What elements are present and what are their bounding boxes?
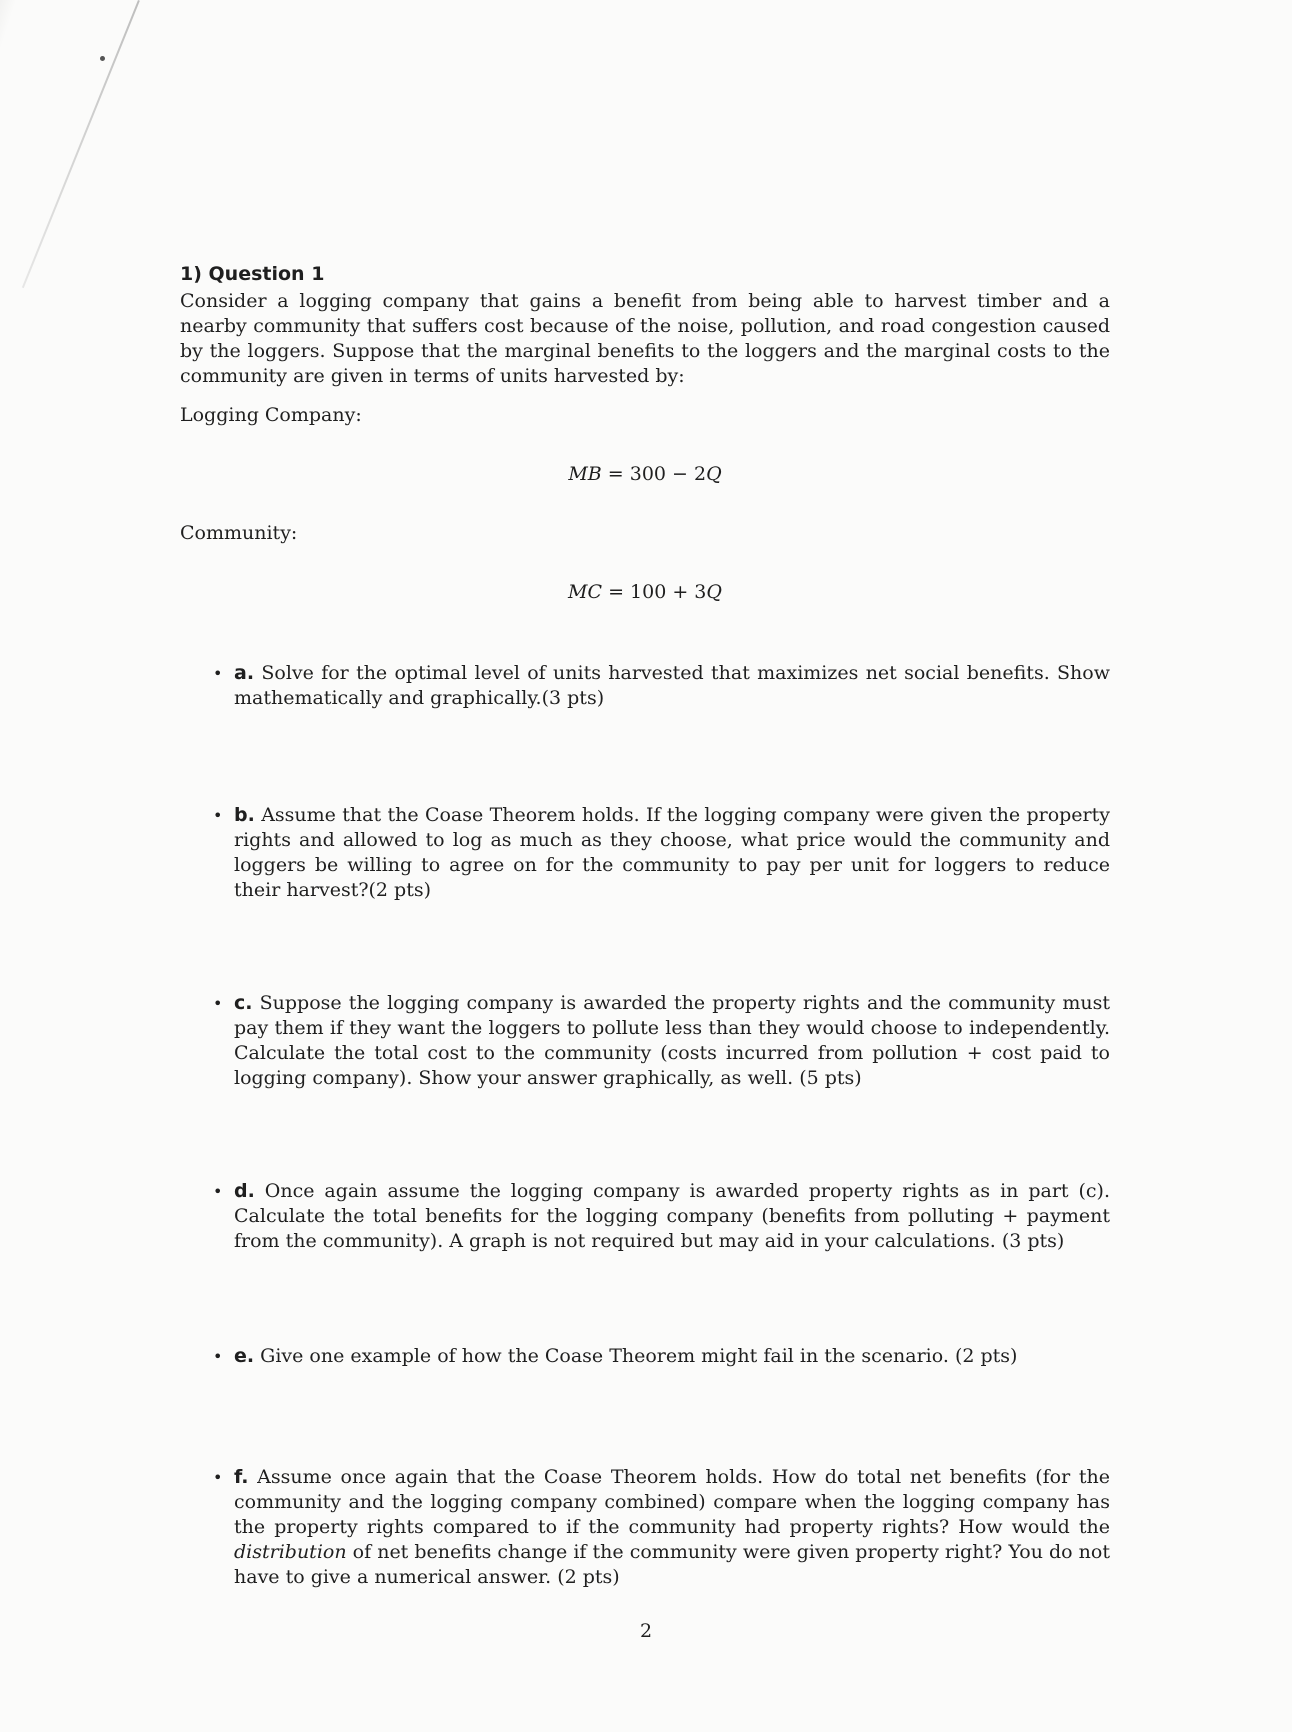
logging-company-label: Logging Company: [180, 404, 362, 426]
part-text: Once again assume the logging company is awarded property rights as in part (c). Calculate the total benefits for the logging company (benefits from polluting + payment from the community). A graph is not required but may aid in your calculations. (3 pts) [234, 1180, 1110, 1252]
question-content [180, 262, 1110, 1590]
part-f [180, 1465, 1110, 1590]
bullet-icon: • [213, 1347, 223, 1366]
equation-mb-equals: = [601, 463, 630, 485]
question-number: 1) [180, 263, 202, 285]
question-heading [180, 262, 1110, 287]
page-number: 2 [639, 1620, 653, 1642]
part-text: Solve for the optimal level of units harvested that maximizes net social benefits. Show mathematically and graphically.(3 pts) [234, 662, 1110, 709]
bullet-icon: • [213, 664, 223, 683]
part-c [180, 991, 1110, 1091]
part-text: Suppose the logging company is awarded the property rights and the community must pay them if they want the loggers to pollute less than they would choose to independently. Calculate the total cost to the community (costs incurred from pollution + cost paid to logging company). Show your answer graphically, as well. (5 pts) [234, 992, 1110, 1089]
part-letter: f. [234, 1466, 249, 1488]
part-letter: c. [234, 992, 253, 1014]
punch-mark [100, 56, 105, 61]
question-parts [180, 661, 1110, 1590]
part-text-before: Assume once again that the Coase Theorem holds. How do total net benefits (for the community and the logging company combined) compare when the logging company has the property rights compared to if the community had property rights? How would the [234, 1466, 1110, 1538]
part-text: Assume that the Coase Theorem holds. If the logging company were given the property rights and allowed to log as much as they choose, what price would the community and loggers be willing to agree on for the community to pay per unit for loggers to reduce their harvest?(2 pts) [234, 804, 1110, 901]
equation-mb-lhs: MB [568, 463, 602, 485]
part-text: Give one example of how the Coase Theorem might fail in the scenario. (2 pts) [260, 1345, 1018, 1367]
equation-mb-rhs: 300 − 2 [629, 463, 707, 485]
bullet-icon: • [213, 1468, 223, 1487]
equation-mc-equals: = [602, 581, 631, 603]
bullet-icon: • [213, 994, 223, 1013]
bullet-icon: • [213, 806, 223, 825]
part-text-after: of net benefits change if the community were given property right? You do not have to give a numerical answer. (2 pts) [234, 1541, 1110, 1588]
part-d [180, 1179, 1110, 1254]
equation-mc-lhs: MC [568, 581, 603, 603]
part-b [180, 803, 1110, 903]
part-e [180, 1344, 1110, 1369]
part-letter: e. [234, 1345, 255, 1367]
equation-mb-variable: Q [706, 463, 722, 485]
part-a [180, 661, 1110, 711]
community-label: Community: [180, 522, 298, 544]
page-edge-shadow [0, 0, 17, 341]
part-letter: b. [234, 804, 255, 826]
equation-mb [180, 462, 1110, 487]
question-intro: Consider a logging company that gains a benefit from being able to harvest timber and a nearby community that suffers cost because of the noise, pollution, and road congestion caused by the loggers. Suppose that the marginal benefits to the loggers and the marginal costs to the community are given in terms of units harvested by: [180, 290, 1110, 387]
equation-mc-variable: Q [706, 581, 722, 603]
equation-mc-rhs: 100 + 3 [630, 581, 707, 603]
bullet-icon: • [213, 1182, 223, 1201]
paper-edge-line [22, 0, 140, 288]
equation-mc [180, 580, 1110, 605]
part-letter: a. [234, 662, 255, 684]
part-text-emphasis: distribution [234, 1541, 347, 1563]
question-title: Question 1 [208, 263, 325, 285]
part-letter: d. [234, 1180, 255, 1202]
